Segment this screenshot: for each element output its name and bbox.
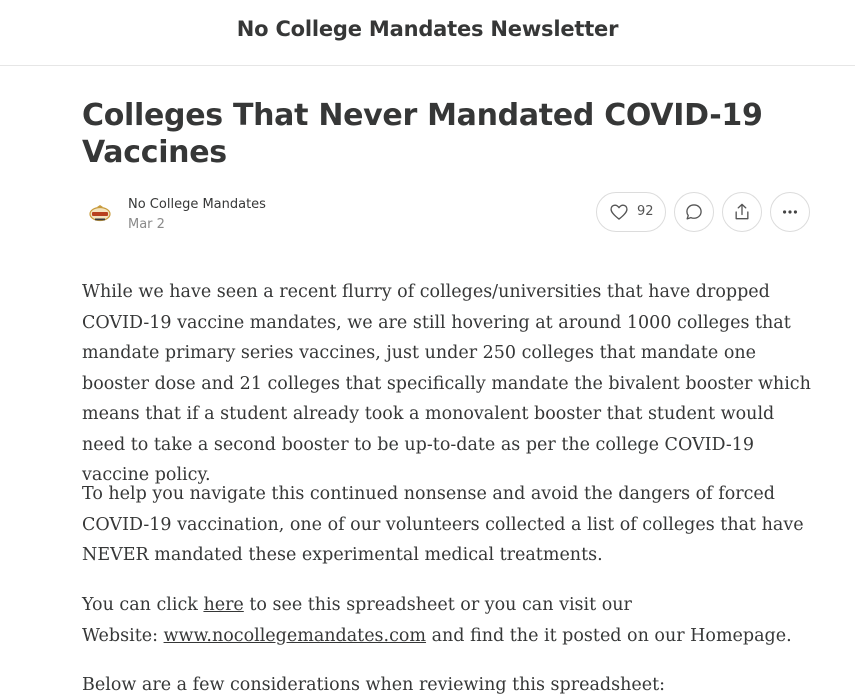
post-byline xyxy=(82,192,810,236)
heart-icon xyxy=(609,202,629,222)
publication-name[interactable]: No College Mandates Newsletter xyxy=(236,17,619,41)
more-dots-icon xyxy=(780,202,800,222)
paragraph-text: and find the it posted on our Homepage. xyxy=(426,625,792,646)
paragraph-text: Website: xyxy=(82,625,164,646)
body-paragraph-2: To help you navigate this continued nonsense and avoid the dangers of forced COVID-19 vaccination, one of our volunteers collected a list of colleges that have NEVER mandated these experimental medical treatments. xyxy=(82,484,804,565)
comment-button[interactable] xyxy=(674,192,714,232)
post-date: Mar 2 xyxy=(128,217,165,232)
like-count: 92 xyxy=(637,204,654,219)
body-paragraph-1: While we have seen a recent flurry of colleges/universities that have dropped COVID-19 vaccine mandates, we are still hovering at around 1000 colleges that mandate primary series vaccines, just under 250 colleges that mandate one booster dose and 21 colleges that specifically mandate the bivalent booster which means that if a student already took a monovalent booster that student would need to take a second booster to be up-to-date as per the college COVID-19 vaccine policy. xyxy=(82,282,811,485)
publication-logo-icon[interactable] xyxy=(88,204,112,224)
body-paragraph-3 xyxy=(82,590,812,651)
post-title: Colleges That Never Mandated COVID-19 Vaccines xyxy=(82,98,763,170)
body-paragraph-4: Below are a few considerations when reviewing this spreadsheet: xyxy=(82,675,665,695)
author-name[interactable]: No College Mandates xyxy=(128,197,266,212)
top-bar xyxy=(0,0,855,66)
like-button[interactable] xyxy=(596,192,666,232)
more-options-button[interactable] xyxy=(770,192,810,232)
share-button[interactable] xyxy=(722,192,762,232)
paragraph-text: You can click xyxy=(82,595,204,615)
paragraph-text: to see this spreadsheet or you can visit our xyxy=(243,595,632,615)
comment-bubble-icon xyxy=(684,202,704,222)
spreadsheet-link[interactable]: here xyxy=(203,595,244,615)
share-icon xyxy=(732,202,752,222)
website-link[interactable]: www.nocollegemandates.com xyxy=(163,625,427,646)
